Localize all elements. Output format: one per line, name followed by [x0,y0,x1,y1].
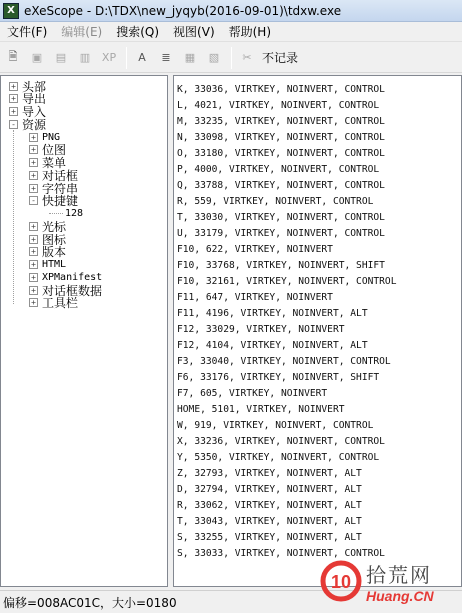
accelerator-line: F11, 647, VIRTKEY, NOINVERT [177,292,333,303]
accelerator-line: Y, 5350, VIRTKEY, NOINVERT, CONTROL [177,452,380,463]
accelerator-text[interactable] [177,82,397,562]
expand-icon[interactable]: + [29,145,38,154]
exescope-app-icon[interactable]: X [3,3,19,19]
watermark-logo [318,558,364,604]
xp-icon[interactable]: XP [101,51,117,64]
tree-node-label: 资源 [22,117,47,132]
expand-icon[interactable]: + [29,133,38,142]
accelerator-line: T, 33043, VIRTKEY, NOINVERT, ALT [177,516,362,527]
expand-icon[interactable]: + [29,298,38,307]
accelerator-line: X, 33236, VIRTKEY, NOINVERT, CONTROL [177,436,385,447]
watermark-cn: 拾荒网 [366,562,432,587]
accelerator-line: K, 33036, VIRTKEY, NOINVERT, CONTROL [177,84,385,95]
accelerator-line: R, 559, VIRTKEY, NOINVERT, CONTROL [177,196,374,207]
accelerator-line: HOME, 5101, VIRTKEY, NOINVERT [177,404,345,415]
tree-node-label: 头部 [22,79,47,94]
accelerator-line: F7, 605, VIRTKEY, NOINVERT [177,388,328,399]
menu-item-4[interactable]: 帮助(H) [228,25,272,39]
expand-icon[interactable]: + [29,184,38,193]
expand-icon[interactable]: + [29,273,38,282]
resource-icon[interactable]: ▧ [208,51,220,64]
toolbar-separator [126,47,127,69]
expand-icon[interactable]: + [29,247,38,256]
import-icon[interactable]: ▥ [79,51,91,64]
tree-node-label: 工具栏 [42,296,79,311]
tree-guide-line [13,130,14,304]
no-record-label[interactable]: 不记录 [262,51,299,65]
save-icon[interactable]: ▣ [31,51,43,64]
accelerator-line: T, 33030, VIRTKEY, NOINVERT, CONTROL [177,212,385,223]
accelerator-line: F10, 33768, VIRTKEY, NOINVERT, SHIFT [177,260,385,271]
tree-node-label: 对话框 [42,168,79,183]
accelerator-line: M, 33235, VIRTKEY, NOINVERT, CONTROL [177,116,385,127]
menu-item-1[interactable]: 编辑(E) [61,25,103,39]
accelerator-line: U, 33179, VIRTKEY, NOINVERT, CONTROL [177,228,385,239]
expand-icon[interactable]: + [29,260,38,269]
resource-tree[interactable] [0,75,168,587]
tree-node-label: 图标 [42,232,67,247]
tree-node-label: 位图 [42,143,67,158]
expand-icon[interactable]: + [29,158,38,167]
watermark-en: Huang.CN [366,587,434,604]
accelerator-line: F10, 32161, VIRTKEY, NOINVERT, CONTROL [177,276,397,287]
menu-item-0[interactable]: 文件(F) [7,25,48,39]
accelerator-line: O, 33180, VIRTKEY, NOINVERT, CONTROL [177,148,385,159]
menu-item-2[interactable]: 搜索(Q) [116,25,160,39]
tree-node-label: 光标 [42,219,67,234]
accelerator-line: D, 32794, VIRTKEY, NOINVERT, ALT [177,484,362,495]
accelerator-line: R, 33062, VIRTKEY, NOINVERT, ALT [177,500,362,511]
accelerator-line: N, 33098, VIRTKEY, NOINVERT, CONTROL [177,132,385,143]
expand-icon[interactable]: + [9,82,18,91]
accelerator-line: F12, 4104, VIRTKEY, NOINVERT, ALT [177,340,368,351]
window-title: eXeScope - D:\TDX\new_jyqyb(2016-09-01)\tdxw.exe [24,3,342,18]
accelerator-line: P, 4000, VIRTKEY, NOINVERT, CONTROL [177,164,380,175]
tree-node-label: HTML [42,259,67,270]
tree-node-label: 128 [65,208,84,219]
accelerator-line: S, 33033, VIRTKEY, NOINVERT, CONTROL [177,548,385,559]
title-bar [0,0,462,22]
collapse-icon[interactable]: - [29,196,38,205]
accelerator-line: F11, 4196, VIRTKEY, NOINVERT, ALT [177,308,368,319]
expand-icon[interactable]: + [29,286,38,295]
tree-node-label: XPManifest [42,271,103,283]
no-record-icon[interactable]: ✂ [242,51,252,64]
tree-connector [49,213,63,214]
resource-text-view[interactable] [173,75,462,587]
tree-node-label: 菜单 [42,156,67,170]
accelerator-line: F6, 33176, VIRTKEY, NOINVERT, SHIFT [177,372,380,383]
tree-node-label: 快捷键 [42,194,79,209]
accelerator-line: Q, 33788, VIRTKEY, NOINVERT, CONTROL [177,180,385,191]
toolbar-separator [231,47,232,69]
accelerator-line: Z, 32793, VIRTKEY, NOINVERT, ALT [177,468,362,479]
tree-node-label: 版本 [42,245,67,260]
export-icon[interactable]: ▤ [55,51,67,64]
accelerator-line: F12, 33029, VIRTKEY, NOINVERT [177,324,345,335]
tree-node-label: PNG [42,131,61,143]
menu-item-3[interactable]: 视图(V) [173,25,215,39]
accelerator-line: W, 919, VIRTKEY, NOINVERT, CONTROL [177,420,374,431]
accelerator-line: L, 4021, VIRTKEY, NOINVERT, CONTROL [177,100,380,111]
expand-icon[interactable]: + [29,222,38,231]
accelerator-line: F3, 33040, VIRTKEY, NOINVERT, CONTROL [177,356,391,367]
expand-icon[interactable]: + [9,94,18,103]
tree-node-label: 导入 [22,105,47,119]
tree-node-label: 对话框数据 [42,283,103,298]
watermark-logo-text: 10 [330,572,352,592]
accelerator-line: S, 33255, VIRTKEY, NOINVERT, ALT [177,532,362,543]
collapse-icon[interactable]: - [9,120,18,129]
tree-node-label: 导出 [22,92,47,107]
accelerator-line: F10, 622, VIRTKEY, NOINVERT [177,244,333,255]
image-icon[interactable]: ▦ [184,51,196,64]
menu-bar [0,22,462,42]
expand-icon[interactable]: + [29,235,38,244]
watermark [318,558,434,604]
binary-view-icon[interactable]: ≣ [161,51,171,64]
expand-icon[interactable]: + [9,107,18,116]
expand-icon[interactable]: + [29,171,38,180]
tree-node-label: 字符串 [42,181,79,196]
toolbar [0,43,462,73]
tree-node[interactable] [29,296,78,310]
find-icon[interactable]: A [138,51,146,64]
status-text: 偏移=008AC01C，大小=0180 [3,595,177,610]
open-file-icon[interactable]: 🗎 [8,50,18,63]
